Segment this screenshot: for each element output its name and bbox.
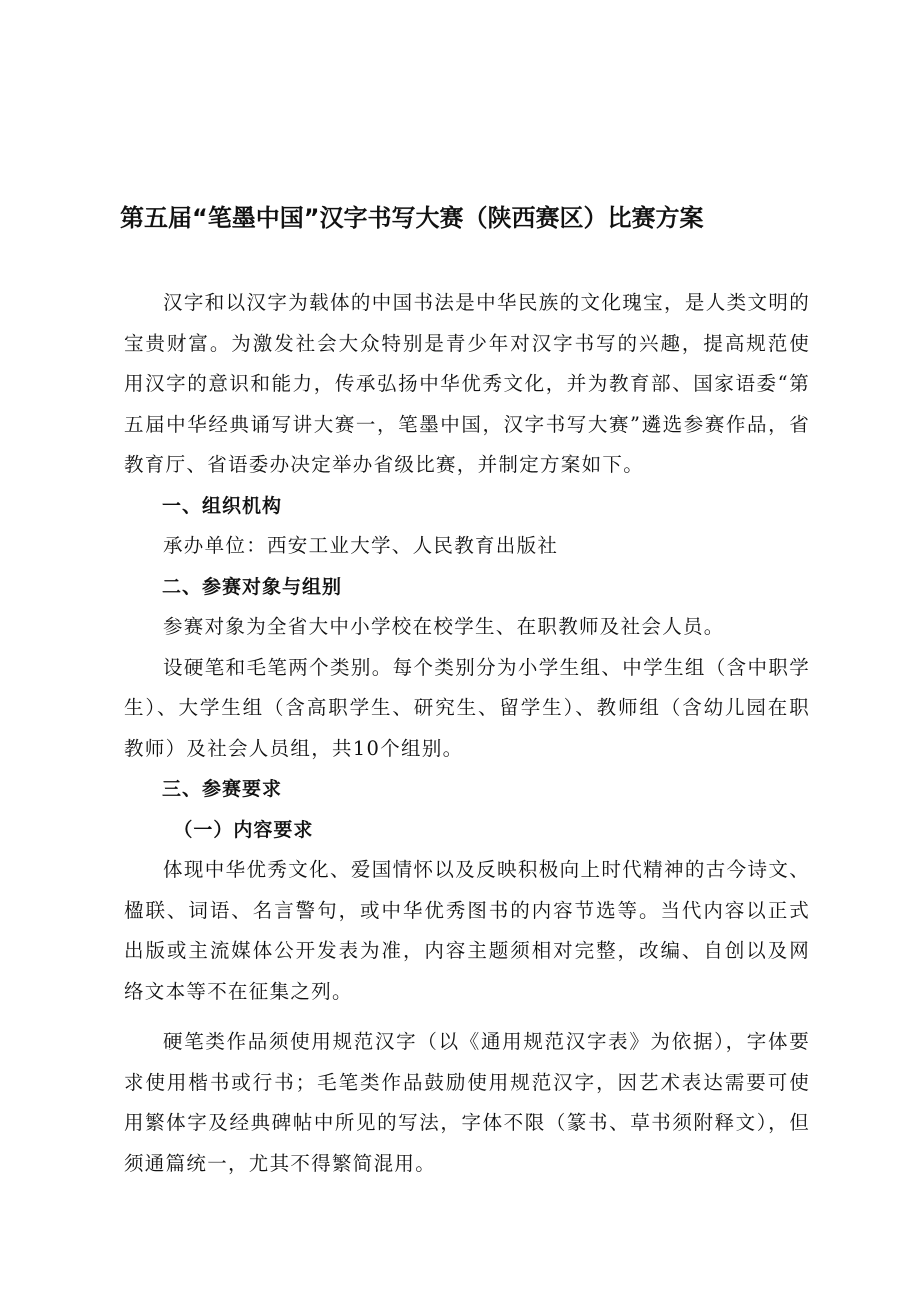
section-paragraph-script-rules: 硬笔类作品须使用规范汉字（以《通用规范汉字表》为依据），字体要求使用楷书或行书；毛笔类作品鼓励使用规范汉字，因艺术表达需要可使用繁体字及经典碑帖中所见的写法，字体不限（篆书、草书须附释文），但须通篇统一，尤其不得繁简混用。	[124, 1030, 810, 1175]
intro-paragraph: 汉字和以汉字为载体的中国书法是中华民族的文化瑰宝，是人类文明的宝贵财富。为激发社会大众特别是青少年对汉字书写的兴趣，提高规范使用汉字的意识和能力，传承弘扬中华优秀文化，并为教育部、国家语委“第五届中华经典诵写讲大赛一，笔墨中国，汉字书写大赛”遴选参赛作品，省教育厅、省语委办决定举办省级比赛，并制定方案如下。	[124, 291, 810, 476]
section-paragraph-organizer: 承办单位：西安工业大学、人民教育出版社	[163, 534, 559, 557]
document-body	[124, 283, 810, 1184]
subsection-heading-content: （一）内容要求	[173, 818, 314, 841]
section-heading-organization: 一、组织机构	[162, 494, 283, 517]
section-paragraph-participants: 参赛对象为全省大中小学校在校学生、在职教师及社会人员。	[163, 615, 725, 638]
section-heading-participants: 二、参赛对象与组别	[162, 575, 343, 598]
section-paragraph-groups: 设硬笔和毛笔两个类别。每个类别分为小学生组、中学生组（含中职学生）、大学生组（含高职学生、研究生、留学生）、教师组（含幼儿园在职教师）及社会人员组，共10个组别。	[124, 655, 810, 760]
document-title: 第五届“笔墨中国”汉字书写大赛（陕西赛区）比赛方案	[120, 204, 704, 232]
section-heading-requirements: 三、参赛要求	[162, 778, 283, 800]
section-paragraph-content: 体现中华优秀文化、爱国情怀以及反映积极向上时代精神的古今诗文、楹联、词语、名言警句，或中华优秀图书的内容节选等。当代内容以正式出版或主流媒体公开发表为准，内容主题须相对完整，改编、自创以及网络文本等不在征集之列。	[124, 858, 810, 1003]
